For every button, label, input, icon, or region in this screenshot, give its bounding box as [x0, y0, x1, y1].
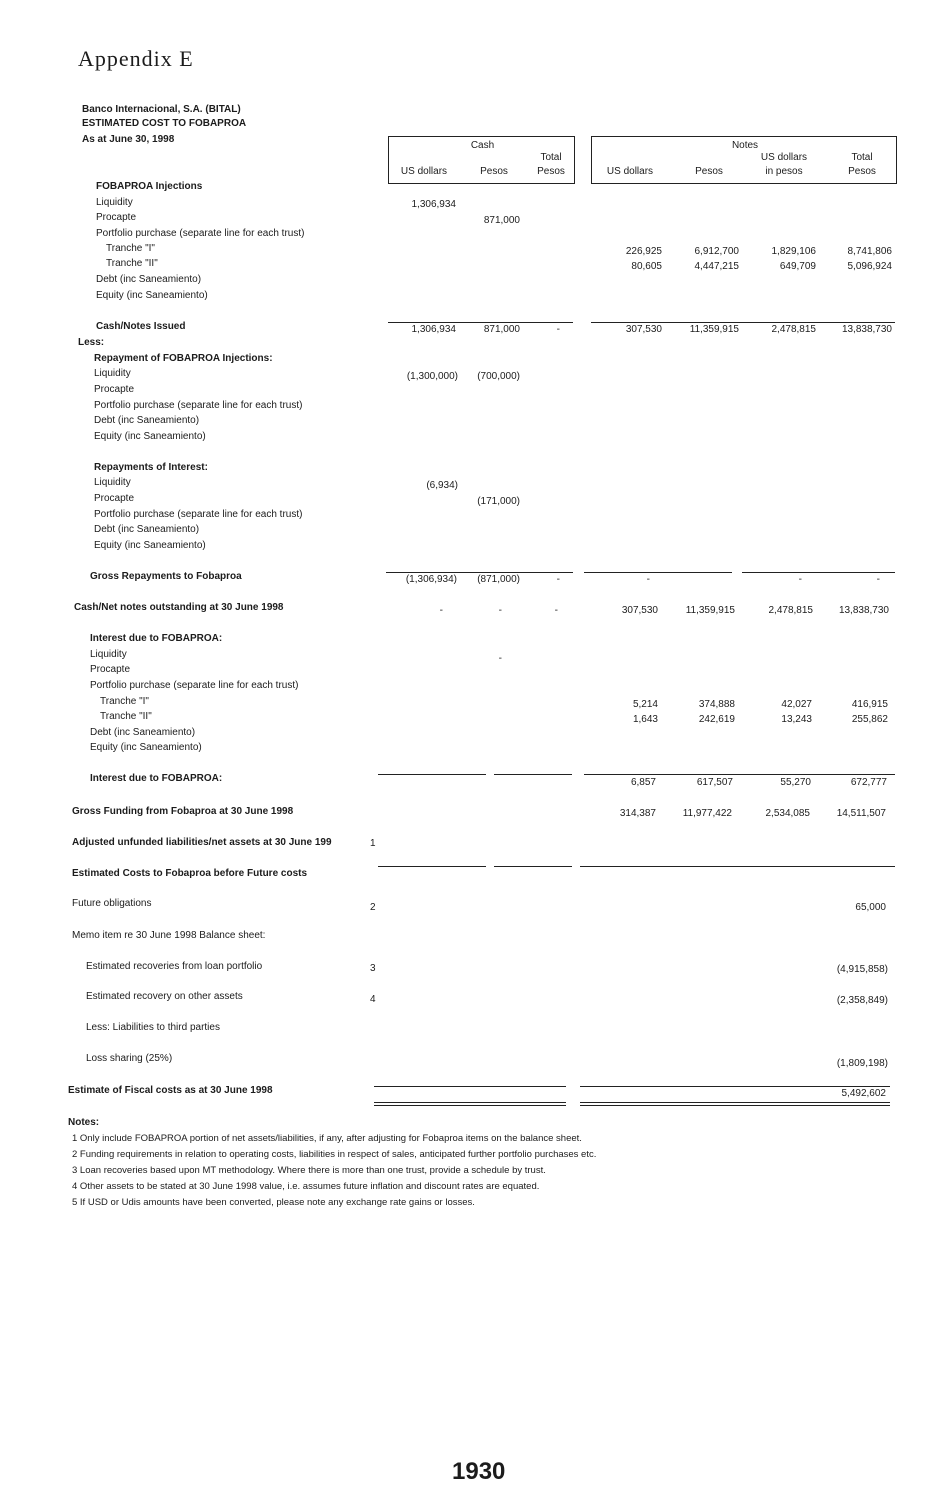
cell-value: 1,643	[632, 714, 658, 725]
page-number: 1930	[452, 1458, 506, 1485]
col-cash-usd: US dollars	[400, 166, 448, 177]
double-rule	[374, 1105, 566, 1106]
row-label: Liquidity	[94, 477, 131, 488]
gross-repay-label: Gross Repayments to Fobaproa	[90, 571, 242, 582]
interest-repay-heading: Repayments of Interest:	[94, 462, 208, 473]
cell-value: -	[498, 605, 502, 616]
col-notes-pesos: Pesos	[695, 166, 723, 177]
cell-value: (871,000)	[477, 574, 520, 585]
row-label: Debt (inc Saneamiento)	[90, 727, 196, 738]
interest-due-heading: Interest due to FOBAPROA:	[90, 633, 223, 644]
cell-value: 617,507	[696, 777, 733, 788]
double-rule	[580, 1105, 890, 1106]
cell-value: 2,534,085	[765, 808, 810, 819]
row-label: Equity (inc Saneamiento)	[96, 290, 208, 301]
cell-value: 11,359,915	[689, 324, 739, 335]
col-notes-total-1: Total	[851, 152, 873, 163]
row-label: Portfolio purchase (separate line for each trust)	[94, 400, 303, 411]
memo-label: Memo item re 30 June 1998 Balance sheet:	[72, 930, 266, 941]
cell-value: 13,243	[781, 714, 812, 725]
row-label: Debt (inc Saneamiento)	[96, 274, 202, 285]
total-rule	[494, 866, 572, 867]
cell-value: (1,300,000)	[406, 371, 458, 382]
cell-value: 13,838,730	[841, 324, 892, 335]
row-label: Tranche "I"	[100, 696, 149, 707]
total-rule	[584, 774, 895, 775]
total-rule	[386, 572, 573, 573]
outstanding-label: Cash/Net notes outstanding at 30 June 1998	[74, 602, 284, 613]
total-rule	[591, 322, 895, 323]
cell-value: 65,000	[855, 902, 886, 913]
cell-value: (6,934)	[426, 480, 458, 491]
total-rule	[378, 866, 486, 867]
col-cash-total-1: Total	[540, 152, 562, 163]
cell-value: 11,977,422	[682, 808, 732, 819]
future-label: Future obligations	[72, 898, 152, 909]
note-item: 2 Funding requirements in relation to operating costs, liabilities in respect of sales, anticipated further portfolio purchases etc.	[72, 1149, 597, 1160]
total-rule	[378, 774, 486, 775]
row-label: Debt (inc Saneamiento)	[94, 415, 200, 426]
row-label: Liquidity	[96, 197, 133, 208]
recoveries-loan-label: Estimated recoveries from loan portfolio	[86, 961, 263, 972]
note-ref: 2	[370, 902, 376, 913]
total-rule	[580, 866, 895, 867]
cell-value: 374,888	[698, 699, 735, 710]
notes-group-header: Notes	[731, 140, 759, 151]
cell-value: 255,862	[851, 714, 888, 725]
cell-value: 307,530	[621, 605, 658, 616]
row-label: Tranche "II"	[106, 258, 158, 269]
cell-value: 1,306,934	[411, 199, 456, 210]
row-label: Equity (inc Saneamiento)	[94, 431, 206, 442]
issued-label: Cash/Notes Issued	[96, 321, 186, 332]
report-subtitle: ESTIMATED COST TO FOBAPROA	[82, 118, 247, 129]
cash-group-header: Cash	[470, 140, 495, 151]
row-label: Tranche "II"	[100, 711, 152, 722]
bank-name: Banco Internacional, S.A. (BITAL)	[82, 104, 241, 115]
cell-value: 307,530	[625, 324, 662, 335]
cell-value: -	[498, 653, 502, 664]
cell-value: 871,000	[483, 215, 520, 226]
note-item: 3 Loan recoveries based upon MT methodology. Where there is more than one trust, provide a schedule by trust.	[72, 1165, 546, 1176]
note-item: 4 Other assets to be stated at 30 June 1998 value, i.e. assumes future inflation and discount rates are equated.	[72, 1181, 540, 1192]
cell-value: (1,306,934)	[405, 574, 457, 585]
note-ref: 3	[370, 963, 376, 974]
cell-value: 5,096,924	[847, 261, 892, 272]
cell-value: 42,027	[781, 699, 812, 710]
loss-sharing-label: Loss sharing (25%)	[86, 1053, 173, 1064]
cell-value: 672,777	[850, 777, 887, 788]
cell-value: (171,000)	[477, 496, 520, 507]
double-rule	[374, 1102, 566, 1103]
page-title: Appendix E	[78, 46, 194, 71]
row-label: Liquidity	[90, 649, 127, 660]
row-label: Procapte	[94, 493, 135, 504]
row-label: Liquidity	[94, 368, 131, 379]
cell-value: 11,359,915	[685, 605, 735, 616]
fiscal-label: Estimate of Fiscal costs as at 30 June 1998	[68, 1085, 273, 1096]
cell-value: (700,000)	[477, 371, 520, 382]
cell-value: 871,000	[483, 324, 520, 335]
cell-value: 1,306,934	[411, 324, 456, 335]
total-rule	[388, 322, 573, 323]
note-ref: 1	[370, 838, 376, 849]
row-label: Procapte	[94, 384, 135, 395]
cell-value: 242,619	[698, 714, 735, 725]
cell-value: 80,605	[631, 261, 662, 272]
cell-value: 6,912,700	[694, 246, 739, 257]
interest-due-total-label: Interest due to FOBAPROA:	[90, 773, 223, 784]
recovery-other-label: Estimated recovery on other assets	[86, 991, 243, 1002]
cell-value: -	[646, 574, 650, 585]
note-item: 1 Only include FOBAPROA portion of net assets/liabilities, if any, after adjusting for Fobaproa items on the balance sheet.	[72, 1133, 582, 1144]
cell-value: (4,915,858)	[836, 964, 888, 975]
report-date: As at June 30, 1998	[82, 134, 175, 145]
col-notes-usdp-2: in pesos	[765, 166, 803, 177]
cell-value: 416,915	[851, 699, 888, 710]
cell-value: 55,270	[780, 777, 811, 788]
repay-heading: Repayment of FOBAPROA Injections:	[94, 353, 273, 364]
cell-value: 2,478,815	[768, 605, 813, 616]
cell-value: 1,829,106	[771, 246, 816, 257]
total-rule	[742, 572, 895, 573]
col-notes-usd: US dollars	[606, 166, 654, 177]
cell-value: -	[439, 605, 443, 616]
double-rule	[580, 1102, 890, 1103]
cell-value: -	[556, 574, 560, 585]
less-label: Less:	[78, 337, 105, 348]
cell-value: 8,741,806	[847, 246, 892, 257]
total-rule	[580, 1086, 890, 1087]
cell-value: (2,358,849)	[836, 995, 888, 1006]
adjusted-label: Adjusted unfunded liabilities/net assets at 30 June 199	[72, 837, 332, 848]
row-label: Equity (inc Saneamiento)	[94, 540, 206, 551]
estimated-costs-label: Estimated Costs to Fobaproa before Future costs	[72, 868, 308, 879]
note-item: 5 If USD or Udis amounts have been converted, please note any exchange rate gains or losses.	[72, 1197, 475, 1208]
row-label: Tranche "I"	[106, 243, 155, 254]
col-notes-total-2: Pesos	[848, 166, 876, 177]
notes-heading: Notes:	[68, 1117, 100, 1128]
col-cash-total-2: Pesos	[537, 166, 565, 177]
cell-value: -	[554, 605, 558, 616]
row-label: Portfolio purchase (separate line for each trust)	[94, 509, 303, 520]
total-rule	[584, 572, 732, 573]
row-label: Portfolio purchase (separate line for each trust)	[96, 228, 305, 239]
row-label: Procapte	[96, 212, 137, 223]
cell-value: 5,492,602	[841, 1088, 886, 1099]
cell-value: (1,809,198)	[836, 1058, 888, 1069]
col-notes-usdp-1: US dollars	[760, 152, 808, 163]
cell-value: -	[876, 574, 880, 585]
cell-value: 14,511,507	[836, 808, 886, 819]
col-cash-pesos: Pesos	[480, 166, 508, 177]
cell-value: 226,925	[625, 246, 662, 257]
cell-value: -	[556, 324, 560, 335]
injections-heading: FOBAPROA Injections	[96, 181, 203, 192]
cell-value: 6,857	[630, 777, 656, 788]
row-label: Portfolio purchase (separate line for each trust)	[90, 680, 299, 691]
cell-value: -	[798, 574, 802, 585]
row-label: Debt (inc Saneamiento)	[94, 524, 200, 535]
liabilities-label: Less: Liabilities to third parties	[86, 1022, 220, 1033]
row-label: Procapte	[90, 664, 131, 675]
cell-value: 13,838,730	[838, 605, 889, 616]
gross-funding-label: Gross Funding from Fobaproa at 30 June 1998	[72, 806, 294, 817]
total-rule	[374, 1086, 566, 1087]
cell-value: 2,478,815	[771, 324, 816, 335]
note-ref: 4	[370, 994, 376, 1005]
row-label: Equity (inc Saneamiento)	[90, 742, 202, 753]
cell-value: 649,709	[779, 261, 816, 272]
cell-value: 5,214	[632, 699, 658, 710]
cell-value: 4,447,215	[694, 261, 739, 272]
total-rule	[494, 774, 572, 775]
cell-value: 314,387	[619, 808, 656, 819]
